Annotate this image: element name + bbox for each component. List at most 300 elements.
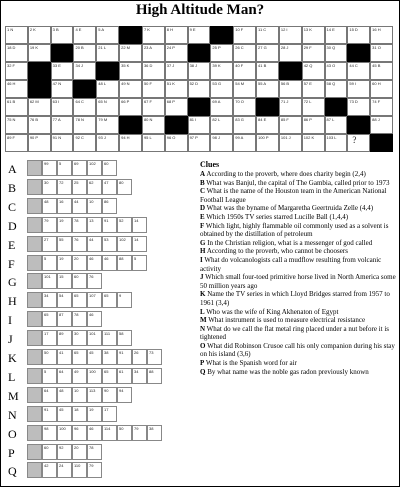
- answer-cell-number: 65: [104, 368, 109, 374]
- grid-cell[interactable]: [256, 116, 279, 134]
- answer-cell[interactable]: [87, 198, 102, 214]
- answer-cell-number: 65: [44, 312, 49, 318]
- grid-cell[interactable]: [233, 116, 256, 134]
- grid-cell[interactable]: [142, 98, 165, 116]
- grid-cell[interactable]: [96, 80, 119, 98]
- grid-cell-number: 20 B: [75, 45, 84, 50]
- answer-first-cell[interactable]: [27, 198, 42, 214]
- answer-cell-number: 24: [59, 463, 64, 469]
- answer-cell[interactable]: [102, 349, 117, 365]
- grid-cell-number: 103 L: [326, 135, 337, 140]
- grid-cell[interactable]: [256, 80, 279, 98]
- answer-cell-number: 14: [134, 217, 139, 223]
- grid-cell-number: 60 H: [372, 81, 381, 86]
- grid-cell-number: 38 J: [189, 63, 198, 68]
- grid-cell-number: 39 K: [212, 63, 221, 68]
- answer-cell[interactable]: [87, 462, 102, 478]
- answer-cell[interactable]: [117, 425, 132, 441]
- answer-cell[interactable]: [72, 406, 87, 422]
- grid-cell[interactable]: [142, 80, 165, 98]
- grid-cell[interactable]: [5, 80, 28, 98]
- clue-text: What was the byname of Margaretha Geertruida Zelle (4,4): [205, 204, 374, 213]
- grid-cell[interactable]: [5, 98, 28, 116]
- answer-cell-number: 13: [89, 217, 94, 223]
- grid-cell-number: 23 A: [143, 45, 152, 50]
- grid-cell[interactable]: [279, 134, 302, 152]
- grid-cell[interactable]: [188, 134, 211, 152]
- grid-cell[interactable]: [370, 98, 393, 116]
- grid-cell[interactable]: [325, 26, 348, 44]
- grid-cell[interactable]: [96, 116, 119, 134]
- answer-cell-number: 50: [119, 425, 124, 431]
- grid-cell[interactable]: [51, 80, 74, 98]
- grid-cell-number: 80 N: [143, 117, 153, 122]
- answer-cell[interactable]: [57, 349, 72, 365]
- grid-cell[interactable]: [119, 44, 142, 62]
- answer-cell[interactable]: [117, 217, 132, 233]
- answer-cell[interactable]: [72, 368, 87, 384]
- grid-cell[interactable]: [347, 62, 370, 80]
- grid-black-cell: [73, 80, 96, 98]
- answer-row-letter: B: [8, 180, 17, 195]
- answer-cell-number: 111: [104, 331, 111, 337]
- answer-cell[interactable]: [87, 236, 102, 252]
- grid-cell[interactable]: [96, 26, 119, 44]
- grid-cell[interactable]: [142, 116, 165, 134]
- grid-cell-number: 99 A: [235, 135, 244, 140]
- grid-cell[interactable]: [370, 80, 393, 98]
- answer-cell[interactable]: [87, 311, 102, 327]
- answer-cell[interactable]: [87, 292, 102, 308]
- clue-text: Who was the wife of King Akhenaton of Egypt: [204, 307, 339, 316]
- grid-cell-number: 71 J: [280, 99, 289, 104]
- answer-cell[interactable]: [42, 292, 57, 308]
- answer-first-cell[interactable]: [27, 462, 42, 478]
- grid-cell[interactable]: [233, 134, 256, 152]
- answer-cell[interactable]: [117, 387, 132, 403]
- answer-cell[interactable]: [117, 292, 132, 308]
- answer-cell[interactable]: [42, 406, 57, 422]
- grid-cell[interactable]: [210, 44, 233, 62]
- answer-cell[interactable]: [72, 425, 87, 441]
- grid-cell-number: 52 D: [189, 81, 199, 86]
- answer-cell[interactable]: [102, 292, 117, 308]
- answer-cell[interactable]: [42, 462, 57, 478]
- answer-cell[interactable]: [117, 330, 132, 346]
- answer-cell-number: 99: [44, 161, 49, 166]
- clue-text: What do we call the flat metal ring placed under a nut before it is tightened: [200, 324, 390, 342]
- answer-cell-number: 42: [44, 463, 49, 469]
- grid-black-cell: [51, 44, 74, 62]
- grid-cell[interactable]: [210, 62, 233, 80]
- answer-first-cell[interactable]: [27, 236, 42, 252]
- answer-cell[interactable]: [102, 160, 117, 176]
- answer-cell[interactable]: [87, 368, 102, 384]
- answer-first-cell[interactable]: [27, 255, 42, 271]
- grid-cell[interactable]: [28, 26, 51, 44]
- answer-cell[interactable]: [42, 160, 57, 176]
- grid-cell-number: 77 A: [52, 117, 61, 122]
- grid-cell[interactable]: [28, 134, 51, 152]
- answer-cell[interactable]: [42, 236, 57, 252]
- answer-cell[interactable]: [102, 425, 117, 441]
- grid-cell[interactable]: [256, 26, 279, 44]
- grid-cell-number: 96 O: [166, 135, 176, 140]
- grid-cell-number: 100 P: [258, 135, 269, 140]
- answer-cell[interactable]: [57, 330, 72, 346]
- answer-cell[interactable]: [132, 255, 147, 271]
- answer-cell-number: 41: [59, 350, 64, 355]
- grid-cell[interactable]: [279, 80, 302, 98]
- answer-cell-number: 14: [134, 236, 139, 242]
- grid-cell[interactable]: [28, 44, 51, 62]
- clue-item: [200, 204, 396, 213]
- clue-text: According to the proverb, where does charity begin (2,4): [205, 170, 366, 178]
- answer-cell[interactable]: [102, 179, 117, 195]
- answer-cell[interactable]: [42, 387, 57, 403]
- answer-cell[interactable]: [147, 368, 162, 384]
- answer-cell[interactable]: [57, 444, 72, 460]
- answer-cell[interactable]: [57, 292, 72, 308]
- grid-cell[interactable]: [73, 62, 96, 80]
- answer-cell-number: 20: [74, 444, 79, 450]
- grid-cell-number: 51 K: [166, 81, 175, 86]
- answer-cell[interactable]: [42, 349, 57, 365]
- grid-cell[interactable]: [165, 26, 188, 44]
- clue-item: [200, 170, 396, 179]
- answer-cell[interactable]: [57, 179, 72, 195]
- clue-item: [200, 325, 396, 342]
- grid-cell[interactable]: [5, 116, 28, 134]
- grid-cell[interactable]: [96, 98, 119, 116]
- clue-text: What was Banjul, the capital of The Gambia, called prior to 1973: [204, 178, 390, 187]
- grid-cell[interactable]: [51, 116, 74, 134]
- grid-cell[interactable]: [279, 44, 302, 62]
- grid-cell[interactable]: [302, 98, 325, 116]
- grid-black-cell: [279, 62, 302, 80]
- grid-cell[interactable]: [188, 80, 211, 98]
- answer-cell[interactable]: [87, 406, 102, 422]
- clue-text: In the Christian religion, what is a messenger of god called: [205, 238, 373, 247]
- answer-cell-number: 5: [134, 255, 137, 261]
- grid-cell[interactable]: [119, 62, 142, 80]
- grid-cell-number: 16 H: [372, 27, 381, 32]
- grid-cell[interactable]: [142, 62, 165, 80]
- answer-cell[interactable]: [57, 160, 72, 176]
- answer-cell-number: 88: [119, 255, 124, 261]
- answer-cell[interactable]: [42, 425, 57, 441]
- grid-cell-number: 58 Q: [326, 81, 336, 86]
- answer-first-cell[interactable]: [27, 311, 42, 327]
- answer-cell[interactable]: [132, 368, 147, 384]
- answer-cell[interactable]: [117, 179, 132, 195]
- clue-item: [200, 239, 396, 248]
- answer-cell[interactable]: [72, 349, 87, 365]
- grid-cell[interactable]: [73, 134, 96, 152]
- grid-black-cell: [188, 44, 211, 62]
- answer-cell[interactable]: [132, 236, 147, 252]
- grid-cell[interactable]: [233, 62, 256, 80]
- grid-cell[interactable]: [302, 116, 325, 134]
- grid-cell[interactable]: [51, 26, 74, 44]
- answer-cell[interactable]: [102, 255, 117, 271]
- grid-cell[interactable]: [165, 62, 188, 80]
- answer-cell[interactable]: [72, 217, 87, 233]
- answer-cell[interactable]: [57, 368, 72, 384]
- clue-text: What is the Spanish word for air: [204, 359, 297, 368]
- grid-cell[interactable]: [96, 134, 119, 152]
- answer-cell[interactable]: [72, 311, 87, 327]
- grid-cell[interactable]: [325, 134, 348, 152]
- grid-cell-number: 61 B: [7, 99, 16, 104]
- grid-cell[interactable]: [233, 98, 256, 116]
- answer-first-cell[interactable]: [27, 349, 42, 365]
- grid-cell-number: 10 F: [235, 27, 244, 32]
- answer-cell[interactable]: [117, 255, 132, 271]
- answer-cell[interactable]: [132, 349, 147, 365]
- answer-cell[interactable]: [102, 236, 117, 252]
- answer-first-cell[interactable]: [27, 368, 42, 384]
- answer-cell[interactable]: [72, 292, 87, 308]
- answer-cell[interactable]: [132, 217, 147, 233]
- grid-cell-number: 9 E: [189, 27, 196, 32]
- grid-cell[interactable]: [5, 62, 28, 80]
- answer-cell[interactable]: [72, 179, 87, 195]
- grid-cell-number: 42 Q: [303, 63, 313, 68]
- answer-cell[interactable]: [57, 236, 72, 252]
- grid-cell[interactable]: [370, 26, 393, 44]
- grid-cell[interactable]: [73, 26, 96, 44]
- answer-first-cell[interactable]: [27, 425, 42, 441]
- answer-cell[interactable]: [102, 406, 117, 422]
- grid-cell[interactable]: [119, 80, 142, 98]
- grid-cell[interactable]: [28, 116, 51, 134]
- grid-cell[interactable]: [256, 134, 279, 152]
- answer-cell[interactable]: [87, 349, 102, 365]
- grid-cell-number: 73 D: [349, 99, 358, 104]
- grid-cell[interactable]: [302, 44, 325, 62]
- grid-cell-number: 57 E: [303, 81, 312, 86]
- answer-cell[interactable]: [72, 462, 87, 478]
- grid-cell[interactable]: [370, 116, 393, 134]
- grid-cell[interactable]: [210, 134, 233, 152]
- answer-cell[interactable]: [57, 462, 72, 478]
- grid-cell[interactable]: [210, 80, 233, 98]
- grid-cell[interactable]: [73, 98, 96, 116]
- grid-cell[interactable]: [165, 44, 188, 62]
- grid-cell[interactable]: [142, 44, 165, 62]
- grid-cell-number: 83 G: [235, 117, 244, 122]
- answer-cell[interactable]: [42, 311, 57, 327]
- clue-text: Which small four-toed primitive horse lived in North America some 50 million years ago: [200, 273, 396, 290]
- answer-row-letter: G: [8, 275, 17, 290]
- grid-cell[interactable]: [347, 98, 370, 116]
- grid-cell[interactable]: [279, 98, 302, 116]
- answer-cell[interactable]: [72, 330, 87, 346]
- grid-cell[interactable]: [28, 98, 51, 116]
- grid-cell[interactable]: [165, 98, 188, 116]
- answer-first-cell[interactable]: [27, 179, 42, 195]
- answer-cell[interactable]: [57, 255, 72, 271]
- answer-cell[interactable]: [102, 330, 117, 346]
- answer-cell[interactable]: [87, 217, 102, 233]
- answer-cell[interactable]: [117, 236, 132, 252]
- grid-cell[interactable]: [73, 116, 96, 134]
- grid-black-cell: [210, 26, 233, 44]
- grid-cell[interactable]: [325, 116, 348, 134]
- grid-cell[interactable]: [5, 26, 28, 44]
- answer-first-cell[interactable]: [27, 406, 42, 422]
- answer-first-cell[interactable]: [27, 273, 42, 289]
- grid-cell-number: 47 N: [52, 81, 62, 86]
- grid-cell[interactable]: [347, 134, 370, 152]
- grid-cell[interactable]: [73, 44, 96, 62]
- answer-cell[interactable]: [72, 273, 87, 289]
- grid-cell[interactable]: [210, 98, 233, 116]
- answer-cell[interactable]: [132, 425, 147, 441]
- grid-cell[interactable]: [96, 44, 119, 62]
- answer-cell[interactable]: [42, 368, 57, 384]
- answer-cell[interactable]: [87, 179, 102, 195]
- grid-cell-number: 53 G: [212, 81, 222, 86]
- answer-first-cell[interactable]: [27, 160, 42, 176]
- clue-item: [200, 290, 396, 307]
- grid-cell-number: 31 O: [372, 45, 381, 50]
- answer-cell[interactable]: [57, 425, 72, 441]
- grid-cell[interactable]: [142, 134, 165, 152]
- grid-cell[interactable]: [302, 62, 325, 80]
- grid-cell[interactable]: [188, 26, 211, 44]
- grid-cell[interactable]: [370, 44, 393, 62]
- answer-cell-number: 78: [74, 312, 79, 318]
- answer-cell[interactable]: [57, 406, 72, 422]
- grid-cell[interactable]: [302, 134, 325, 152]
- grid-cell[interactable]: [325, 80, 348, 98]
- grid-cell[interactable]: [347, 80, 370, 98]
- grid-cell-number: 70 O: [235, 99, 244, 104]
- answer-first-cell[interactable]: [27, 330, 42, 346]
- grid-cell-number: 84 E: [258, 117, 267, 122]
- answer-cell[interactable]: [102, 198, 117, 214]
- grid-cell[interactable]: [165, 80, 188, 98]
- clue-item: [200, 359, 396, 368]
- answer-cell[interactable]: [72, 236, 87, 252]
- answer-first-cell[interactable]: [27, 387, 42, 403]
- grid-cell[interactable]: [233, 26, 256, 44]
- answer-cell[interactable]: [42, 444, 57, 460]
- answer-cell[interactable]: [117, 349, 132, 365]
- answer-cell[interactable]: [42, 198, 57, 214]
- answer-cell-number: 45: [59, 406, 64, 412]
- answer-cell[interactable]: [42, 217, 57, 233]
- grid-cell[interactable]: [302, 26, 325, 44]
- grid-cell-number: 27 G: [258, 45, 267, 50]
- grid-cell[interactable]: [188, 62, 211, 80]
- answer-cell[interactable]: [57, 217, 72, 233]
- answer-cell[interactable]: [87, 444, 102, 460]
- grid-cell[interactable]: [165, 134, 188, 152]
- clue-item: [200, 308, 396, 317]
- grid-cell[interactable]: [119, 98, 142, 116]
- answer-cell[interactable]: [87, 273, 102, 289]
- clue-item: [200, 316, 396, 325]
- answer-cell[interactable]: [72, 198, 87, 214]
- answer-cell[interactable]: [72, 160, 87, 176]
- grid-cell[interactable]: [302, 80, 325, 98]
- grid-cell[interactable]: [325, 62, 348, 80]
- grid-cell[interactable]: [5, 134, 28, 152]
- answer-cell[interactable]: [102, 368, 117, 384]
- answer-cell[interactable]: [42, 273, 57, 289]
- answer-cell-number: 46: [89, 425, 94, 431]
- grid-cell-number: 11 C: [258, 27, 267, 32]
- grid-cell[interactable]: [119, 134, 142, 152]
- grid-black-cell: [119, 26, 142, 44]
- answer-cell[interactable]: [57, 198, 72, 214]
- grid-cell[interactable]: [142, 26, 165, 44]
- grid-cell[interactable]: [370, 62, 393, 80]
- answer-cell[interactable]: [87, 330, 102, 346]
- grid-cell-number: 101 J: [280, 135, 291, 140]
- grid-black-cell: [165, 116, 188, 134]
- grid-cell[interactable]: [256, 62, 279, 80]
- grid-cell[interactable]: [233, 44, 256, 62]
- answer-cell[interactable]: [57, 273, 72, 289]
- grid-cell[interactable]: [256, 44, 279, 62]
- answer-cell[interactable]: [147, 349, 162, 365]
- answer-cell[interactable]: [102, 387, 117, 403]
- grid-cell[interactable]: [279, 116, 302, 134]
- grid-cell[interactable]: [233, 80, 256, 98]
- answer-first-cell[interactable]: [27, 444, 42, 460]
- answer-cell[interactable]: [72, 387, 87, 403]
- answer-cell-number: 49: [74, 368, 79, 374]
- answer-cell[interactable]: [87, 387, 102, 403]
- answer-cell[interactable]: [87, 160, 102, 176]
- answer-first-cell[interactable]: [27, 292, 42, 308]
- grid-cell[interactable]: [325, 44, 348, 62]
- answer-cell-number: 94: [119, 387, 124, 393]
- grid-cell[interactable]: [347, 26, 370, 44]
- answer-cell[interactable]: [72, 444, 87, 460]
- answer-cell[interactable]: [72, 255, 87, 271]
- answer-cell[interactable]: [42, 179, 57, 195]
- grid-cell-number: 34 J: [75, 63, 84, 68]
- grid-cell[interactable]: [51, 134, 74, 152]
- answer-cell-number: 46: [89, 255, 94, 261]
- answer-cell[interactable]: [57, 387, 72, 403]
- grid-cell-number: 28 J: [280, 45, 289, 50]
- grid-cell[interactable]: [51, 62, 74, 80]
- grid-cell[interactable]: [210, 116, 233, 134]
- grid-cell[interactable]: [188, 116, 211, 134]
- answer-cell[interactable]: [87, 255, 102, 271]
- answer-cell[interactable]: [57, 311, 72, 327]
- answer-cell[interactable]: [42, 330, 57, 346]
- answer-cell[interactable]: [102, 217, 117, 233]
- answer-cell-number: 30: [44, 179, 49, 185]
- answer-first-cell[interactable]: [27, 217, 42, 233]
- answer-cell[interactable]: [117, 368, 132, 384]
- grid-cell[interactable]: [51, 98, 74, 116]
- answer-cell[interactable]: [87, 425, 102, 441]
- grid-cell-number: 93 J: [98, 135, 106, 140]
- answer-cell[interactable]: [42, 255, 57, 271]
- grid-cell-number: 5 A: [98, 27, 105, 32]
- grid-cell[interactable]: [5, 44, 28, 62]
- grid-cell[interactable]: [279, 26, 302, 44]
- answer-cell[interactable]: [147, 425, 162, 441]
